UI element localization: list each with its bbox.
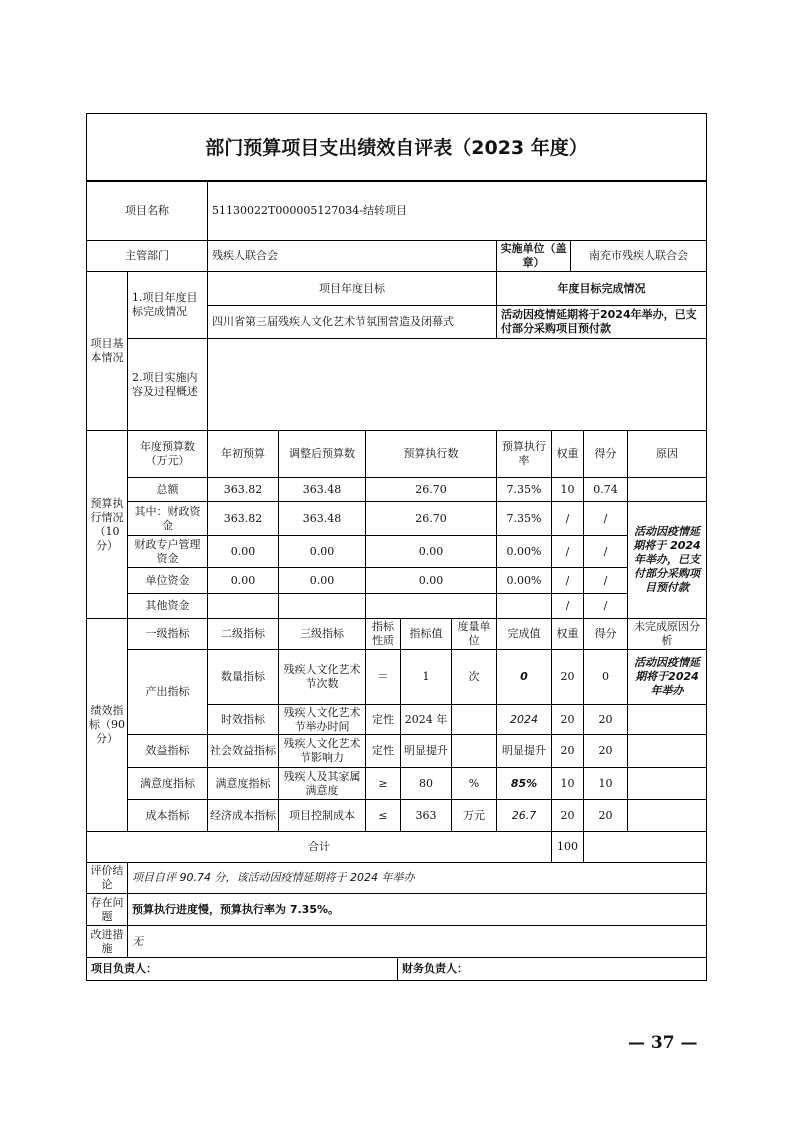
output-indicator-label: 产出指标 — [127, 649, 208, 735]
perf-reason: 活动因疫情延期将于2024年举办 — [627, 649, 707, 705]
perf-nature: ≥ — [365, 767, 401, 800]
perf-score: 20 — [583, 734, 628, 768]
perf-nature: 定性 — [365, 734, 401, 768]
perf-value: 明显提升 — [400, 734, 452, 768]
perf-header-l3: 三级指标 — [278, 618, 366, 650]
budget-row-rate: 0.00% — [496, 535, 552, 568]
perf-l3: 残疾人文化艺术节影响力 — [278, 734, 366, 768]
perf-reason-blank — [627, 734, 707, 768]
budget-row-label: 单位资金 — [127, 567, 208, 594]
impl-unit-label: 实施单位（盖章） — [496, 240, 571, 272]
perf-unit: 次 — [451, 649, 497, 705]
budget-row-score: / — [583, 535, 628, 568]
budget-row-label: 其中：财政资金 — [127, 501, 208, 536]
budget-header-adjusted: 调整后预算数 — [278, 430, 366, 478]
perf-reason-blank — [627, 799, 707, 832]
perf-unit: % — [451, 767, 497, 800]
perf-value: 363 — [400, 799, 452, 832]
budget-row-score: 0.74 — [583, 477, 628, 502]
evaluation-value: 项目自评 90.74 分，该活动因疫情延期将于 2024 年举办 — [127, 862, 707, 894]
perf-done: 2024 — [496, 704, 552, 735]
page-number: — 37 — — [628, 1033, 698, 1053]
budget-header-initial: 年初预算 — [207, 430, 279, 478]
completion-header: 年度目标完成情况 — [496, 271, 707, 306]
perf-weight: 20 — [551, 734, 584, 768]
perf-header-nature: 指标性质 — [365, 618, 401, 650]
perf-l3: 残疾人文化艺术节举办时间 — [278, 704, 366, 735]
perf-unit — [451, 734, 497, 768]
total-label: 合计 — [86, 831, 552, 863]
perf-l2: 社会效益指标 — [207, 734, 279, 768]
perf-l2: 时效指标 — [207, 704, 279, 735]
budget-row-executed: 0.00 — [365, 535, 497, 568]
perf-weight: 20 — [551, 704, 584, 735]
budget-row-rate: 0.00% — [496, 567, 552, 594]
perf-nature: ＝ — [365, 649, 401, 705]
budget-row-score: / — [583, 501, 628, 536]
budget-row-weight: 10 — [551, 477, 584, 502]
budget-row-label: 总额 — [127, 477, 208, 502]
completion-value: 活动因疫情延期将于2024年举办，已支付部分采购项目预付款 — [496, 305, 707, 339]
budget-row-rate — [496, 593, 552, 619]
issues-label: 存在问题 — [86, 893, 128, 926]
budget-row-label: 财政专户管理资金 — [127, 535, 208, 568]
budget-row-weight: / — [551, 535, 584, 568]
budget-header-rate: 预算执行率 — [496, 430, 552, 478]
budget-row-adjusted: 0.00 — [278, 567, 366, 594]
budget-row-executed: 26.70 — [365, 501, 497, 536]
budget-header-executed: 预算执行数 — [365, 430, 497, 478]
perf-header-l2: 二级指标 — [207, 618, 279, 650]
perf-reason-blank — [627, 704, 707, 735]
perf-l3: 残疾人文化艺术节次数 — [278, 649, 366, 705]
impl-label: 2.项目实施内容及过程概述 — [127, 338, 208, 431]
perf-header-done: 完成值 — [496, 618, 552, 650]
perf-header-score: 得分 — [583, 618, 628, 650]
perf-header-reason: 未完成原因分析 — [627, 618, 707, 650]
perf-done: 85% — [496, 767, 552, 800]
perf-l1: 成本指标 — [127, 799, 208, 832]
budget-row-score: / — [583, 593, 628, 619]
perf-score: 0 — [583, 649, 628, 705]
perf-reason-blank — [627, 767, 707, 800]
perf-l2: 数量指标 — [207, 649, 279, 705]
perf-score: 10 — [583, 767, 628, 800]
project-name-label: 项目名称 — [86, 181, 208, 241]
perf-unit: 万元 — [451, 799, 497, 832]
budget-section-label: 预算执行情况（10分） — [86, 430, 128, 619]
goal-value: 四川省第三届残疾人文化艺术节氛围营造及闭幕式 — [207, 305, 497, 339]
perf-nature: 定性 — [365, 704, 401, 735]
perf-value: 2024 年 — [400, 704, 452, 735]
goal-header: 项目年度目标 — [207, 271, 497, 306]
budget-header-weight: 权重 — [551, 430, 584, 478]
perf-value: 1 — [400, 649, 452, 705]
budget-row-rate: 7.35% — [496, 477, 552, 502]
dept-label: 主管部门 — [86, 240, 208, 272]
perf-header-weight: 权重 — [551, 618, 584, 650]
budget-reason: 活动因疫情延期将于 2024 年举办，已支付部分采购项目预付款 — [627, 501, 707, 619]
budget-row-weight: / — [551, 567, 584, 594]
goal-label: 1.项目年度目标完成情况 — [127, 271, 208, 339]
budget-header-score: 得分 — [583, 430, 628, 478]
perf-header-l1: 一级指标 — [127, 618, 208, 650]
perf-done: 0 — [496, 649, 552, 705]
perf-score: 20 — [583, 704, 628, 735]
perf-header-unit: 度量单位 — [451, 618, 497, 650]
perf-unit — [451, 704, 497, 735]
budget-row-label: 其他资金 — [127, 593, 208, 619]
improve-value: 无 — [127, 925, 707, 958]
total-weight: 100 — [551, 831, 584, 863]
budget-row-rate: 7.35% — [496, 501, 552, 536]
budget-row-initial: 0.00 — [207, 567, 279, 594]
finance-lead: 财务负责人： — [397, 957, 707, 981]
budget-row-initial — [207, 593, 279, 619]
perf-l3: 残疾人及其家属满意度 — [278, 767, 366, 800]
perf-l1: 满意度指标 — [127, 767, 208, 800]
impl-unit-value: 南充市残疾人联合会 — [570, 240, 707, 272]
budget-row-score: / — [583, 567, 628, 594]
budget-row-initial: 0.00 — [207, 535, 279, 568]
budget-row-weight: / — [551, 501, 584, 536]
basic-section-label: 项目基本情况 — [86, 271, 128, 431]
perf-header-value: 指标值 — [400, 618, 452, 650]
perf-l3: 项目控制成本 — [278, 799, 366, 832]
evaluation-label: 评价结论 — [86, 862, 128, 894]
budget-row-adjusted: 363.48 — [278, 501, 366, 536]
total-blank — [583, 831, 707, 863]
budget-row-adjusted — [278, 593, 366, 619]
perf-l2: 满意度指标 — [207, 767, 279, 800]
budget-header-reason: 原因 — [627, 430, 707, 478]
perf-weight: 10 — [551, 767, 584, 800]
budget-header-annual: 年度预算数（万元） — [127, 430, 208, 478]
improve-label: 改进措施 — [86, 925, 128, 958]
issues-value: 预算执行进度慢，预算执行率为 7.35%。 — [127, 893, 707, 926]
page-title: 部门预算项目支出绩效自评表（2023 年度） — [86, 113, 707, 181]
perf-score: 20 — [583, 799, 628, 832]
project-lead: 项目负责人： — [86, 957, 398, 981]
budget-row-adjusted: 0.00 — [278, 535, 366, 568]
perf-done: 明显提升 — [496, 734, 552, 768]
budget-row-executed: 26.70 — [365, 477, 497, 502]
budget-row-executed — [365, 593, 497, 619]
dept-value: 残疾人联合会 — [207, 240, 497, 272]
budget-row-initial: 363.82 — [207, 501, 279, 536]
perf-done: 26.7 — [496, 799, 552, 832]
perf-weight: 20 — [551, 799, 584, 832]
budget-row-adjusted: 363.48 — [278, 477, 366, 502]
project-name-value: 51130022T000005127034-结转项目 — [207, 181, 707, 241]
perf-weight: 20 — [551, 649, 584, 705]
impl-value — [207, 338, 707, 431]
budget-row-reason-blank — [627, 477, 707, 502]
perf-value: 80 — [400, 767, 452, 800]
perf-nature: ≤ — [365, 799, 401, 832]
budget-row-initial: 363.82 — [207, 477, 279, 502]
budget-row-executed: 0.00 — [365, 567, 497, 594]
performance-section-label: 绩效指标（90分） — [86, 618, 128, 832]
perf-l2: 经济成本指标 — [207, 799, 279, 832]
budget-row-weight: / — [551, 593, 584, 619]
perf-l1: 效益指标 — [127, 734, 208, 768]
